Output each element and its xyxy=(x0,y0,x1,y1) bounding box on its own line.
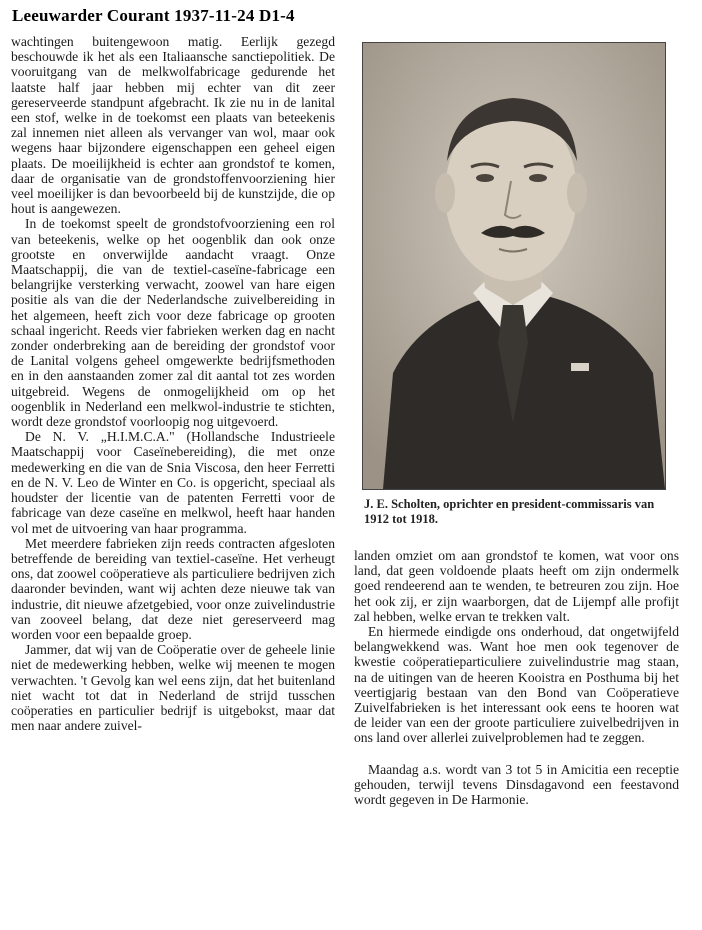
portrait-photo xyxy=(362,42,666,490)
article-paragraph: wachtingen buitengewoon matig. Eerlijk gezegd beschouwde ik het als een Italiaansche sanctiepolitiek. De vooruitgang van de melkwolfabricage gedurende het laatste half jaar hebben mij echter van dit zeer gereserveerde standpunt afgebracht. Ik zie nu in de lanital een stof, welke in de toekomst een plaats van beteekenis zal innemen niet alleen als vervanger van wol, maar ook wegens haar bijzondere eigenschappen een geheel eigen plaats. De moeilijkheid is echter aan grondstof te komen, daar de organisatie van de grondstoffenvoorziening hier veel moeilijker is dan bevoorbeeld bij de kunstzijde, die op hout is aangewezen. xyxy=(11,34,335,217)
article-paragraph: Jammer, dat wij van de Coöperatie over de geheele linie niet de medewerking hebben, welke wij meenen te mogen verwachten. 't Gevolg kan wel eens zijn, dat het buitenland niet wacht tot dat in Nederland de strijd tusschen coöperaties en particulier bedrijf is uitgebokst, maar dat men naar andere zuivel- xyxy=(11,642,335,734)
article-right-column xyxy=(354,548,679,807)
article-paragraph: Met meerdere fabrieken zijn reeds contracten afgesloten betreffende de bereiding van textiel-caseïne. Het verheugt ons, dat zoowel coöperatieve als particuliere bedrijven zich daaronder bevinden, want wij achten deze nieuwe tak van industrie, dit nieuwe afzetgebied, voor onze zuivelindustrie van zooveel belang, dat deze niet gereserveerd mag worden voor een bepaalde groep. xyxy=(11,535,335,642)
article-paragraph: Maandag a.s. wordt van 3 tot 5 in Amicitia een receptie gehouden, terwijl tevens Dinsdagavond een feestavond wordt gegeven in De Harmonie. xyxy=(354,761,679,808)
newspaper-header: Leeuwarder Courant 1937-11-24 D1-4 xyxy=(12,6,295,25)
article-paragraph: De N. V. „H.I.M.C.A." (Hollandsche Industrieele Maatschappij voor Caseïnebereiding), die met onze medewerking en die van de Snia Viscosa, den heer Ferretti en de N. V. Leo de Winter en Co. is opgericht, speciaal als houdster der licentie van de patenten Ferretti voor de fabricage van deze caseïne en melkwol, heeft haar handen vol met de uitvoering van haar programma. xyxy=(11,429,335,536)
article-paragraph: In de toekomst speelt de grondstofvoorziening een rol van beteekenis, welke op het oogenblik dan ook onze grootste en onverwijlde aandacht vraagt. Onze Maatschappij, die van de textiel-caseïne-fabricage een belangrijke versterking verwacht, zoowel van hare eigen positie als van die der Nederlandsche zuivelbereiding in het algemeen, heeft zich voor deze fabricage op grooten schaal ingericht. Reeds vier fabrieken werken dag en nacht zonder onderbreking aan de bereiding der grondstof voor de Lanital volgens geheel omgewerkte bedrijfsmethoden en in den aanstaanden zomer zal dit aantal tot zes worden uitgebreid. Wegens de onmogelijkheid om op het oogenblik in Nederland een melkwol-industrie te stichten, wordt deze grondstof voorloopig nog uitgevoerd. xyxy=(11,216,335,430)
article-paragraph: landen omziet om aan grondstof te komen, wat voor ons land, dat geen voldoende plaats heeft om zijn ondermelk goed rendeerend aan te wenden, te betreuren zou zijn. Hoe het ook zij, er zijn waarborgen, dat de Lijempf alle profijt zal hebben, welke ervan te trekken valt. xyxy=(354,548,679,624)
photo-caption: J. E. Scholten, oprichter en president-commissaris van 1912 tot 1918. xyxy=(364,497,655,526)
article-paragraph: En hiermede eindigde ons onderhoud, dat ongetwijfeld belangwekkend was. Want hoe men ook tegenover de kwestie coöperatieparticuliere zuivelindustrie mag staan, na de uitingen van de heeren Kooistra en Posthuma bij het veertigjarig bestaan van den Bond van Coöperatieve Zuivelfabrieken is het interessant ook eens te hooren wat de leider van een der groote particuliere zuivelbedrijven in ons land over allerlei zuivelproblemen had te zeggen. xyxy=(354,624,679,746)
article-left-column xyxy=(11,34,335,733)
